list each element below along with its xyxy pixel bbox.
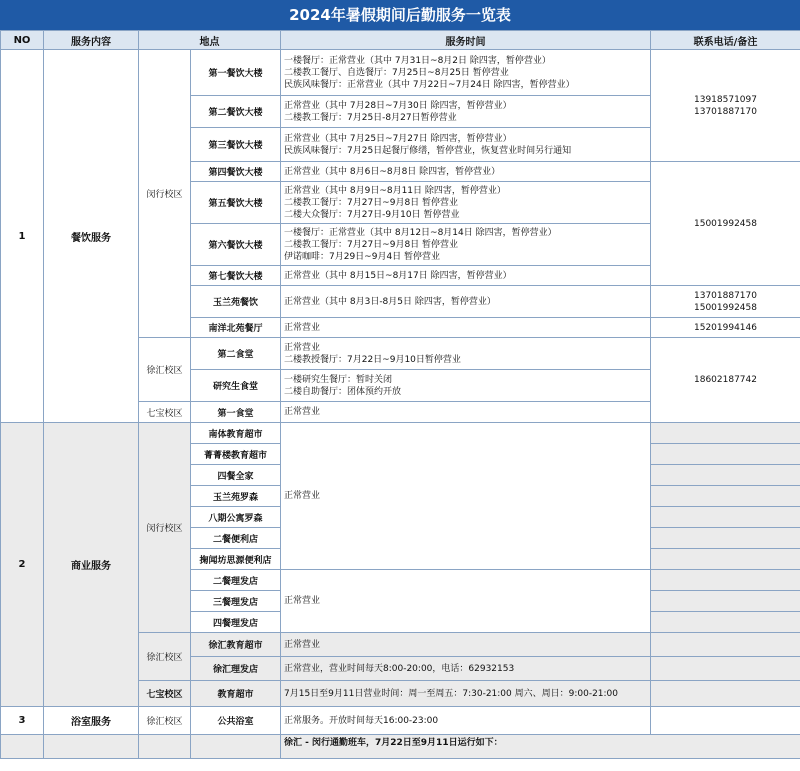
service-hours-cell (281, 266, 651, 286)
contact-cell (651, 528, 800, 549)
service-line: 正常营业（其中 8月15日~8月17日 除四害，暂停营业） (284, 270, 512, 281)
campus-cell: 闵行校区 (139, 50, 191, 338)
row-number: 1 (1, 50, 44, 423)
location-cell (191, 735, 281, 759)
location-cell: 公共浴室 (191, 707, 281, 735)
service-line: 一楼餐厅：正常营业（其中 7月31日~8月2日 除四害，暂停营业） (284, 55, 551, 66)
service-line: 民族风味餐厅：正常营业（其中 7月22日~7月24日 除四害，暂停营业） (284, 79, 575, 90)
location-cell: 第四餐饮大楼 (191, 162, 281, 182)
contact-cell (651, 486, 800, 507)
contact-cell (651, 507, 800, 528)
location-cell: 二餐理发店 (191, 570, 281, 591)
phone-number: 13918571097 (694, 94, 757, 105)
service-line: 正常营业 (284, 342, 321, 353)
table-row (1, 423, 800, 444)
service-line: 伊诺咖啡：7月29日~9月4日 暂停营业 (284, 251, 441, 262)
service-table (0, 30, 800, 759)
row-number: 2 (1, 423, 44, 707)
campus-cell: 七宝校区 (139, 681, 191, 707)
location-cell: 菁菁楼教育超市 (191, 444, 281, 465)
service-hours-cell: 正常营业 (281, 423, 651, 570)
location-cell: 三餐理发店 (191, 591, 281, 612)
contact-cell (651, 707, 800, 735)
location-cell: 第七餐饮大楼 (191, 266, 281, 286)
service-hours-cell (281, 370, 651, 402)
service-category (44, 735, 139, 759)
location-cell: 掬闻坊思源便利店 (191, 549, 281, 570)
contact-cell (651, 465, 800, 486)
service-category: 商业服务 (44, 423, 139, 707)
phone-number: 13701887170 (694, 106, 757, 117)
location-cell: 徐汇教育超市 (191, 633, 281, 657)
service-line: 民族风味餐厅：7月25日起餐厅修缮，暂停营业，恢复营业时间另行通知 (284, 145, 572, 156)
page-title: 2024年暑假期间后勤服务一览表 (0, 0, 800, 30)
location-cell: 四餐全家 (191, 465, 281, 486)
service-line: 二楼教工餐厅：7月27日~9月8日 暂停营业 (284, 239, 459, 250)
contact-cell (651, 633, 800, 657)
service-line: 正常营业（其中 7月25日~7月27日 除四害，暂停营业） (284, 133, 512, 144)
contact-cell (651, 338, 800, 423)
service-line: 正常营业（其中 8月6日~8月8日 除四害，暂停营业） (284, 166, 501, 177)
service-hours-cell: 正常营业 (281, 633, 651, 657)
service-hours-cell (281, 96, 651, 128)
location-cell: 南体教育超市 (191, 423, 281, 444)
location-cell: 南洋北苑餐厅 (191, 318, 281, 338)
contact-cell (651, 657, 800, 681)
campus-cell: 闵行校区 (139, 423, 191, 633)
header-service: 服务内容 (44, 31, 139, 50)
service-hours-cell: 正常服务。开放时间每天16:00-23:00 (281, 707, 651, 735)
service-line: 二楼教工餐厅：7月27日~9月8日 暂停营业 (284, 197, 459, 208)
service-category: 餐饮服务 (44, 50, 139, 423)
header-row (1, 31, 800, 50)
contact-cell (651, 162, 800, 286)
service-hours-cell (281, 402, 651, 423)
service-line: 二楼自助餐厅：团体预约开放 (284, 386, 402, 397)
service-line: 二楼教工餐厅、自选餐厅：7月25日~8月25日 暂停营业 (284, 67, 509, 78)
bus-note: 徐汇 - 闵行通勤班车，7月22日至9月11日运行如下： (281, 735, 800, 759)
location-cell: 四餐理发店 (191, 612, 281, 633)
table-row (1, 707, 800, 735)
header-location: 地点 (139, 31, 281, 50)
location-cell: 八期公寓罗森 (191, 507, 281, 528)
location-cell: 玉兰苑罗森 (191, 486, 281, 507)
location-cell: 徐汇理发店 (191, 657, 281, 681)
service-line: 二楼大众餐厅：7月27日-9月10日 暂停营业 (284, 209, 460, 220)
contact-cell (651, 423, 800, 444)
service-hours-cell (281, 338, 651, 370)
service-hours-cell (281, 224, 651, 266)
location-cell: 教育超市 (191, 681, 281, 707)
campus-cell (139, 735, 191, 759)
campus-cell: 七宝校区 (139, 402, 191, 423)
service-hours-cell (281, 50, 651, 96)
service-line: 一楼研究生餐厅：暂时关闭 (284, 374, 393, 385)
phone-number: 15201994146 (694, 322, 757, 333)
service-hours-cell: 7月15日至9月11日营业时间：周一至周五：7:30-21:00 周六、周日：9:00-21:00 (281, 681, 651, 707)
location-cell: 第六餐饮大楼 (191, 224, 281, 266)
service-hours-cell (281, 162, 651, 182)
location-cell: 玉兰苑餐饮 (191, 286, 281, 318)
location-cell: 第一餐饮大楼 (191, 50, 281, 96)
contact-cell (651, 286, 800, 318)
campus-cell: 徐汇校区 (139, 707, 191, 735)
location-cell: 第一食堂 (191, 402, 281, 423)
contact-cell (651, 612, 800, 633)
service-line: 正常营业（其中 7月28日~7月30日 除四害，暂停营业） (284, 100, 512, 111)
row-number (1, 735, 44, 759)
service-line: 正常营业 (284, 407, 321, 417)
table-row (1, 50, 800, 96)
service-line: 二楼教授餐厅：7月22日~9月10日暂停营业 (284, 354, 461, 365)
location-cell: 二餐便利店 (191, 528, 281, 549)
contact-cell (651, 549, 800, 570)
location-cell: 第三餐饮大楼 (191, 128, 281, 162)
service-hours-cell (281, 286, 651, 318)
contact-cell (651, 681, 800, 707)
location-cell: 第二餐饮大楼 (191, 96, 281, 128)
header-no: NO (1, 31, 44, 50)
service-hours-cell (281, 182, 651, 224)
location-cell: 第二食堂 (191, 338, 281, 370)
campus-cell: 徐汇校区 (139, 633, 191, 681)
contact-cell (651, 570, 800, 591)
service-hours-cell (281, 318, 651, 338)
phone-number: 18602187742 (694, 375, 757, 385)
phone-number: 15001992458 (694, 302, 757, 313)
service-hours-cell (281, 128, 651, 162)
contact-cell (651, 591, 800, 612)
service-hours-cell: 正常营业，营业时间每天8:00-20:00，电话：62932153 (281, 657, 651, 681)
contact-cell (651, 444, 800, 465)
table-row (1, 735, 800, 759)
row-number: 3 (1, 707, 44, 735)
contact-cell (651, 318, 800, 338)
service-line: 正常营业（其中 8月3日-8月5日 除四害，暂停营业） (284, 296, 496, 307)
service-line: 一楼餐厅：正常营业（其中 8月12日~8月14日 除四害，暂停营业） (284, 227, 557, 238)
phone-number: 15001992458 (694, 218, 757, 229)
service-line: 正常营业 (284, 322, 321, 333)
service-hours-cell: 正常营业 (281, 570, 651, 633)
location-cell: 研究生食堂 (191, 370, 281, 402)
header-contact: 联系电话/备注 (651, 31, 800, 50)
service-category: 浴室服务 (44, 707, 139, 735)
location-cell: 第五餐饮大楼 (191, 182, 281, 224)
service-line: 正常营业（其中 8月9日~8月11日 除四害，暂停营业） (284, 185, 506, 196)
header-hours: 服务时间 (281, 31, 651, 50)
phone-number: 13701887170 (694, 290, 757, 301)
service-line: 二楼教工餐厅：7月25日-8月27日暂停营业 (284, 112, 457, 123)
contact-cell (651, 50, 800, 162)
campus-cell: 徐汇校区 (139, 338, 191, 402)
